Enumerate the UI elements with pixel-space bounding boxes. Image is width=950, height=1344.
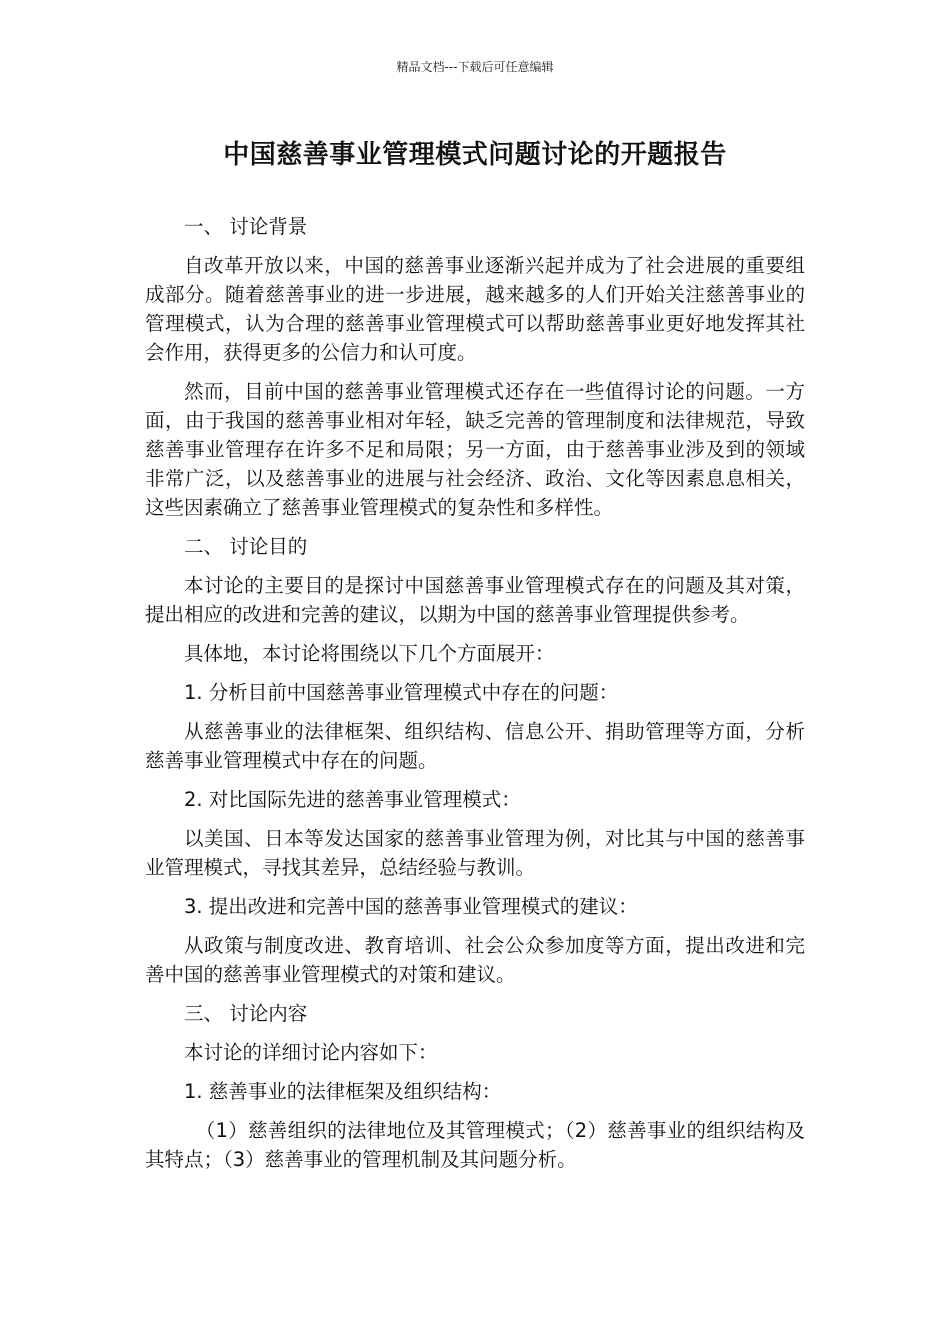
header-note: 精品文档---下载后可任意编辑 — [396, 60, 554, 74]
content-item-1-detail: （1）慈善组织的法律地位及其管理模式；（2）慈善事业的组织结构及其特点；（3）慈善事业的管理机制及其问题分析。 — [145, 1119, 805, 1171]
section-heading-purpose: 二、 讨论目的 — [184, 535, 308, 558]
list-item-1-detail: 从慈善事业的法律框架、组织结构、信息公开、捐助管理等方面，分析慈善事业管理模式中存在的问题。 — [145, 720, 805, 772]
paragraph-purpose-1: 本讨论的主要目的是探讨中国慈善事业管理模式存在的问题及其对策，提出相应的改进和完善的建议，以期为中国的慈善事业管理提供参考。 — [145, 574, 805, 626]
list-item-3-heading: 3. 提出改进和完善中国的慈善事业管理模式的建议： — [184, 895, 638, 918]
list-item-2-detail: 以美国、日本等发达国家的慈善事业管理为例，对比其与中国的慈善事业管理模式，寻找其差异，总结经验与教训。 — [145, 827, 805, 879]
paragraph-content-intro: 本讨论的详细讨论内容如下： — [184, 1041, 438, 1064]
paragraph-purpose-2: 具体地，本讨论将围绕以下几个方面展开： — [184, 642, 555, 665]
list-item-2-heading: 2. 对比国际先进的慈善事业管理模式： — [184, 788, 521, 811]
section-heading-background: 一、 讨论背景 — [184, 215, 308, 238]
paragraph-background-2: 然而，目前中国的慈善事业管理模式还存在一些值得讨论的问题。一方面，由于我国的慈善事业相对年轻，缺乏完善的管理制度和法律规范，导致慈善事业管理存在许多不足和局限；另一方面，由于慈善事业涉及到的领域非常广泛，以及慈善事业的进展与社会经济、政治、文化等因素息息相关，这些因素确立了慈善事业管理模式的复杂性和多样性。 — [145, 380, 805, 519]
content-item-1-heading: 1. 慈善事业的法律框架及组织结构： — [184, 1080, 502, 1103]
list-item-3-detail: 从政策与制度改进、教育培训、社会公众参加度等方面，提出改进和完善中国的慈善事业管理模式的对策和建议。 — [145, 934, 805, 986]
paragraph-background-1: 自改革开放以来，中国的慈善事业逐渐兴起并成为了社会进展的重要组成部分。随着慈善事业的进一步进展，越来越多的人们开始关注慈善事业的管理模式，认为合理的慈善事业管理模式可以帮助慈善事业更好地发挥其社会作用，获得更多的公信力和认可度。 — [145, 254, 805, 364]
section-heading-content: 三、 讨论内容 — [184, 1002, 308, 1025]
list-item-1-heading: 1. 分析目前中国慈善事业管理模式中存在的问题： — [184, 681, 619, 704]
document-body — [145, 212, 805, 1184]
document-title: 中国慈善事业管理模式问题讨论的开题报告 — [223, 140, 727, 170]
